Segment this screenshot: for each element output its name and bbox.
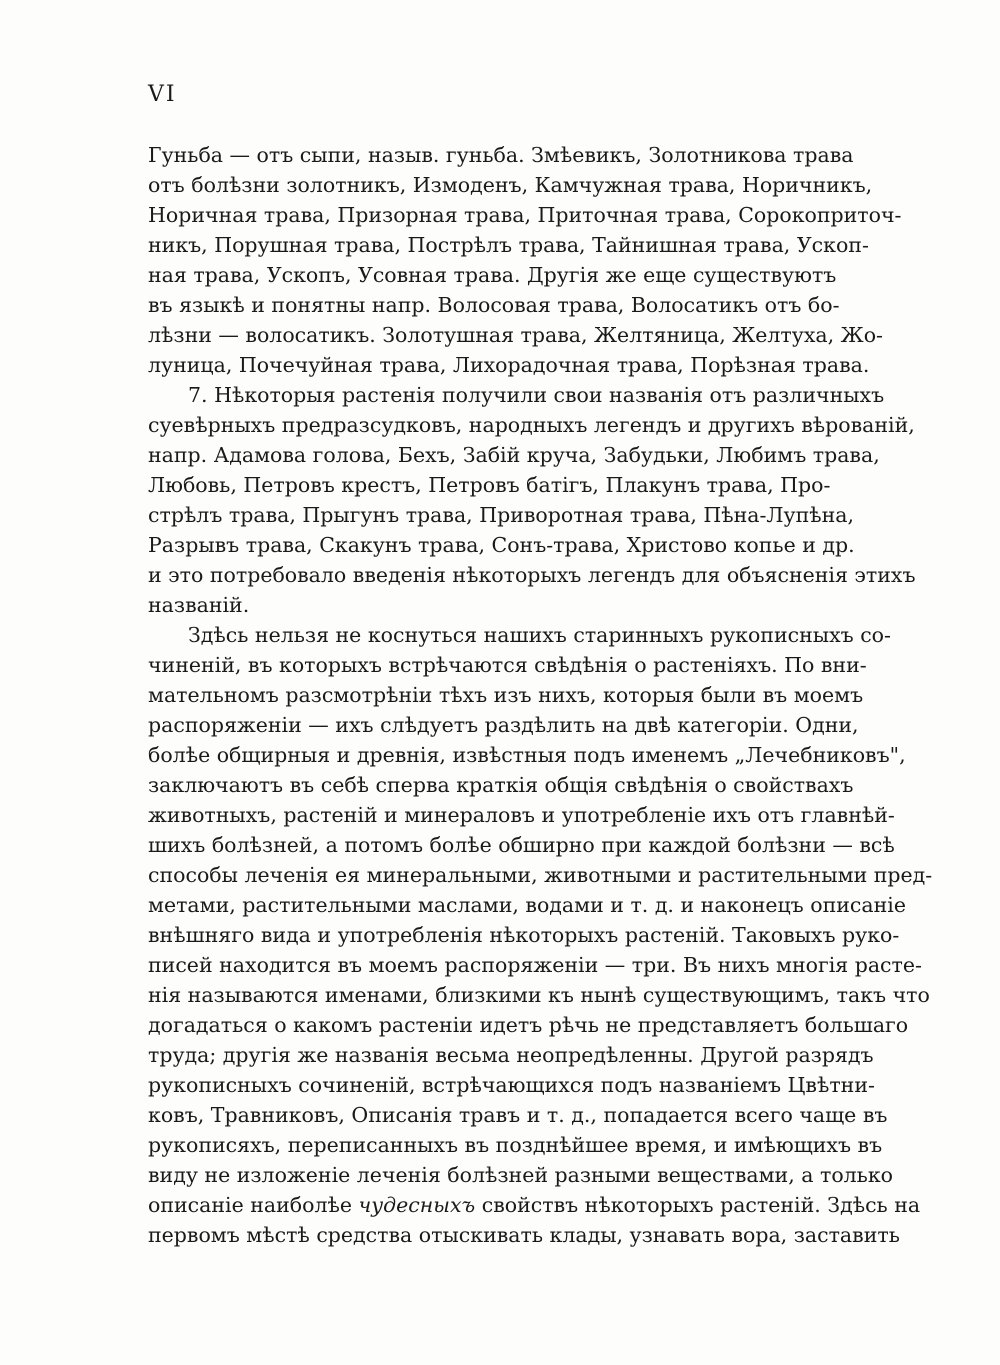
text-line: Любовь, Петровъ крестъ, Петровъ батігъ, Плакунъ трава, Про-: [148, 473, 831, 497]
text-line: суевѣрныхъ предразсудковъ, народныхъ легендъ и другихъ вѣрованій,: [148, 413, 915, 437]
text-line: рукописныхъ сочиненій, встрѣчающихся подъ названіемъ Цвѣтни-: [148, 1073, 875, 1097]
text-segment: описаніе наиболѣе: [148, 1193, 359, 1217]
text-line: виду не изложеніе леченія болѣзней разными веществами, а только: [148, 1163, 893, 1187]
text-line: названій.: [148, 593, 250, 617]
text-line: животныхъ, растеній и минераловъ и употребленіе ихъ отъ главнѣй-: [148, 803, 895, 827]
text-line: рукописяхъ, переписанныхъ въ позднѣйшее время, и имѣющихъ въ: [148, 1133, 883, 1157]
text-line: догадаться о какомъ растеніи идетъ рѣчь не представляетъ большаго: [148, 1013, 909, 1037]
text-line: Разрывъ трава, Скакунъ трава, Сонъ-трава, Христово копье и др.: [148, 533, 855, 557]
text-line: отъ болѣзни золотникъ, Измоденъ, Камчужная трава, Норичникъ,: [148, 173, 873, 197]
text-line: нія называются именами, близкими къ нынѣ существующимъ, такъ что: [148, 983, 930, 1007]
text-line: писей находится въ моемъ распоряженіи — три. Въ нихъ многія расте-: [148, 953, 922, 977]
text-line: Гуньба — отъ сыпи, назыв. гуньба. Змѣевикъ, Золотникова трава: [148, 143, 854, 167]
text-line: луница, Почечуйная трава, Лихорадочная трава, Порѣзная трава.: [148, 353, 870, 377]
text-line-with-italic: [148, 1190, 921, 1220]
text-line: Здѣсь нельзя не коснуться нашихъ старинныхъ рукописныхъ со-: [188, 623, 891, 647]
text-line: стрѣлъ трава, Прыгунъ трава, Приворотная трава, Пѣна-Лупѣна,: [148, 503, 855, 527]
text-line: первомъ мѣстѣ средства отыскивать клады, узнавать вора, заставить: [148, 1223, 900, 1247]
text-line: 7. Нѣкоторыя растенія получили свои названія отъ различныхъ: [188, 383, 885, 407]
text-line: въ языкѣ и понятны напр. Волосовая трава, Волосатикъ отъ бо-: [148, 293, 840, 317]
text-line: ная трава, Ускопъ, Усовная трава. Другія же еще существуютъ: [148, 263, 837, 287]
text-line: напр. Адамова голова, Бехъ, Забій круча, Забудьки, Любимъ трава,: [148, 443, 880, 467]
text-line: мательномъ разсмотрѣніи тѣхъ изъ нихъ, которыя были въ моемъ: [148, 683, 864, 707]
text-line: заключаютъ въ себѣ сперва краткія общія свѣдѣнія о свойствахъ: [148, 773, 854, 797]
text-line: способы леченія ея минеральными, животными и растительными пред-: [148, 863, 933, 887]
text-line: чиненій, въ которыхъ встрѣчаются свѣдѣнія о растеніяхъ. По вни-: [148, 653, 867, 677]
italic-word: чудесныхъ: [358, 1193, 476, 1217]
text-segment: свойствъ нѣкоторыхъ растеній. Здѣсь на: [475, 1193, 921, 1217]
page-number: VI: [148, 82, 177, 107]
text-line: распоряженіи — ихъ слѣдуетъ раздѣлить на двѣ категоріи. Одни,: [148, 713, 859, 737]
text-line: Норичная трава, Призорная трава, Приточная трава, Сорокоприточ-: [148, 203, 902, 227]
text-line: никъ, Порушная трава, Пострѣлъ трава, Тайнишная трава, Ускоп-: [148, 233, 869, 257]
text-line: внѣшняго вида и употребленія нѣкоторыхъ растеній. Таковыхъ руко-: [148, 923, 900, 947]
text-line: ковъ, Травниковъ, Описанія травъ и т. д., попадается всего чаще въ: [148, 1103, 888, 1127]
text-line: шихъ болѣзней, а потомъ болѣе обширно при каждой болѣзни — всѣ: [148, 833, 895, 857]
text-line: лѣзни — волосатикъ. Золотушная трава, Желтяница, Желтуха, Жо-: [148, 323, 883, 347]
text-line: труда; другія же названія весьма неопредѣленны. Другой разрядъ: [148, 1043, 874, 1067]
text-line: и это потребовало введенія нѣкоторыхъ легендъ для объясненія этихъ: [148, 563, 916, 587]
text-line: болѣе общирныя и древнія, извѣстныя подъ именемъ „Лечебниковъ",: [148, 743, 906, 767]
text-line: метами, растительными маслами, водами и т. д. и наконецъ описаніе: [148, 893, 906, 917]
